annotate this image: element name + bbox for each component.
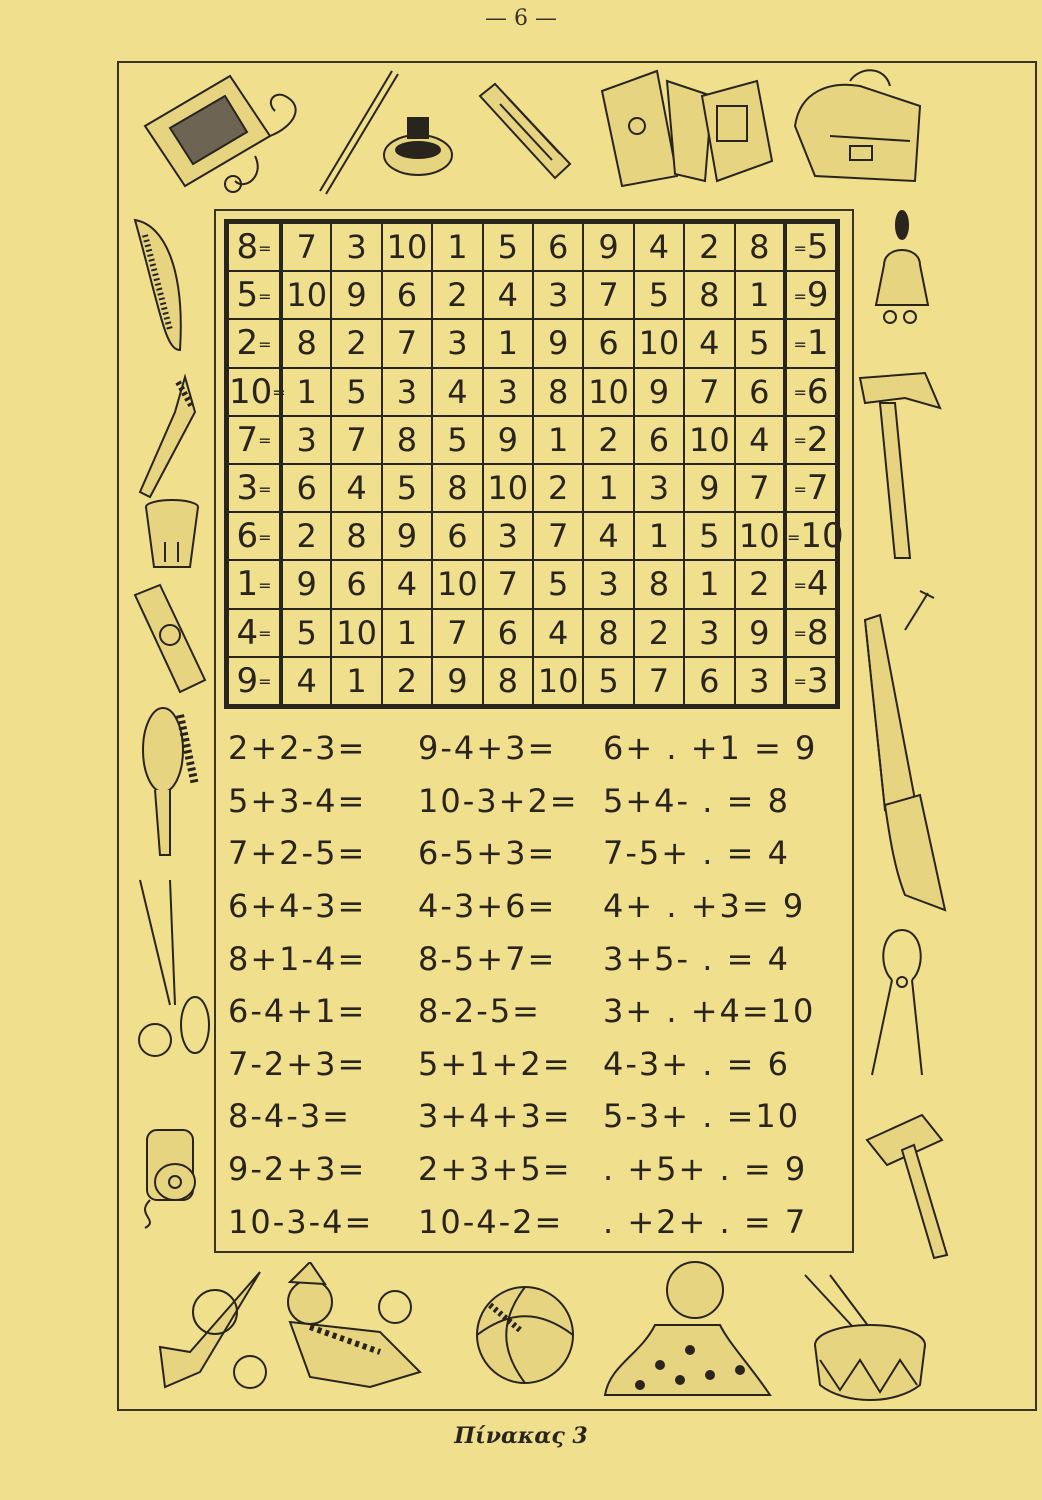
grid-row-target-left: 8 = [228,223,281,271]
grid-row-target-right: = 9 [785,271,836,319]
grid-cell: 1 [483,319,533,367]
grid-cell: 8 [432,464,482,512]
exercise-item: 4-3+6= [418,887,557,926]
grid-row [228,223,836,271]
scissors-icon [130,875,215,1070]
grid-cell: 4 [331,464,381,512]
doll-icon [600,1255,775,1405]
clown-doll-icon [230,1262,430,1402]
grid-cell: 10 [432,560,482,608]
exercise-row [228,1090,838,1143]
grid-cell: 2 [382,657,432,705]
grid-cell: 7 [583,271,633,319]
grid-cell: 10 [331,609,381,657]
grid-cell: 10 [533,657,583,705]
grid-cell: 5 [684,512,734,560]
grid-cell: 7 [331,416,381,464]
ball-icon [470,1280,580,1390]
grid-cell: 6 [382,271,432,319]
toothpaste-icon [130,580,210,695]
grid-cell: 3 [483,512,533,560]
grid-cell: 4 [432,368,482,416]
grid-cell: 7 [483,560,533,608]
page-number: — 6 — [485,6,557,31]
grid-row-target-right: = 10 [785,512,836,560]
exercise-row [228,932,838,985]
grid-row [228,368,836,416]
grid-row-target-right: = 4 [785,560,836,608]
grid-cell: 5 [634,271,684,319]
grid-cell: 3 [533,271,583,319]
grid-cell: 8 [281,319,331,367]
grid-cell: 8 [735,223,785,271]
exercise-item: 8+1-4= [228,939,367,978]
exercise-row [228,1195,838,1248]
grid-cell: 6 [331,560,381,608]
exercise-row [228,827,838,880]
exercise-item: 6-4+1= [228,992,367,1031]
exercise-item: . +2+ . = 7 [603,1202,808,1241]
grid-cell: 3 [331,223,381,271]
exercise-item: 7-2+3= [228,1044,367,1083]
grid-row [228,560,836,608]
grid-cell: 5 [533,560,583,608]
exercise-item: 8-5+7= [418,939,557,978]
grid-row-target-right: = 2 [785,416,836,464]
exercise-item: 4+ . +3= 9 [603,887,806,926]
grid-cell: 2 [331,319,381,367]
exercise-item: 2+3+5= [418,1150,572,1189]
grid-cell: 10 [634,319,684,367]
grid-cell: 8 [533,368,583,416]
inkwell-icon [378,100,458,180]
grid-cell: 6 [583,319,633,367]
grid-cell: 1 [281,368,331,416]
exercise-item: 6+4-3= [228,887,367,926]
exercise-item: 8-4-3= [228,1097,351,1136]
exercise-item: 8-2-5= [418,992,541,1031]
exercise-item: 2+2-3= [228,729,367,768]
grid-cell: 4 [281,657,331,705]
grid-row-target-right: = 7 [785,464,836,512]
exercise-item: 5+3-4= [228,781,367,820]
exercise-item: 3+4+3= [418,1097,572,1136]
exercise-row [228,985,838,1038]
grid-cell: 8 [583,609,633,657]
grid-cell: 7 [382,319,432,367]
grid-cell: 10 [382,223,432,271]
toothbrush-icon [130,372,200,502]
grid-cell: 4 [583,512,633,560]
grid-cell: 1 [432,223,482,271]
school-bag-icon [790,66,930,191]
grid-cell: 3 [583,560,633,608]
saw-icon [860,610,950,915]
number-grid-table [227,222,844,706]
grid-cell: 2 [735,560,785,608]
drum-icon [795,1270,945,1405]
grid-cell: 7 [735,464,785,512]
grid-cell: 7 [684,368,734,416]
grid-cell: 9 [634,368,684,416]
exercise-row [228,775,838,828]
cup-icon [140,497,205,572]
grid-cell: 4 [735,416,785,464]
grid-cell: 1 [735,271,785,319]
grid-cell: 6 [533,223,583,271]
grid-cell: 1 [382,609,432,657]
exercise-item: 9-4+3= [418,729,557,768]
clock-icon [135,66,305,196]
grid-cell: 3 [281,416,331,464]
exercise-item: 10-4-2= [418,1202,564,1241]
grid-row-target-left: 7 = [228,416,281,464]
grid-cell: 10 [583,368,633,416]
grid-cell: 3 [634,464,684,512]
grid-cell: 7 [533,512,583,560]
grid-cell: 5 [382,464,432,512]
exercise-row [228,1143,838,1196]
grid-cell: 9 [533,319,583,367]
grid-cell: 8 [634,560,684,608]
exercise-item: 5+4- . = 8 [603,781,790,820]
exercise-list [228,722,838,1248]
grid-cell: 1 [533,416,583,464]
grid-cell: 3 [382,368,432,416]
exercise-item: 7+2-5= [228,834,367,873]
grid-row-target-left: 10 = [228,368,281,416]
grid-row [228,464,836,512]
exercise-item: 4-3+ . = 6 [603,1044,790,1083]
grid-cell: 2 [684,223,734,271]
number-grid [224,219,844,709]
grid-cell: 3 [735,657,785,705]
grid-cell: 4 [684,319,734,367]
grid-cell: 6 [684,657,734,705]
hairbrush-icon [135,700,205,860]
grid-cell: 8 [684,271,734,319]
grid-row [228,512,836,560]
grid-cell: 2 [281,512,331,560]
grid-cell: 9 [583,223,633,271]
grid-cell: 9 [432,657,482,705]
grid-cell: 10 [684,416,734,464]
grid-row-target-left: 6 = [228,512,281,560]
grid-row-target-left: 4 = [228,609,281,657]
books-icon [597,66,777,191]
grid-cell: 5 [735,319,785,367]
exercise-item: 6-5+3= [418,834,557,873]
grid-cell: 2 [432,271,482,319]
exercise-item: 3+ . +4=10 [603,992,816,1031]
grid-cell: 4 [634,223,684,271]
grid-row-target-right: = 8 [785,609,836,657]
grid-cell: 9 [331,271,381,319]
grid-row [228,657,836,705]
grid-row [228,416,836,464]
grid-cell: 6 [735,368,785,416]
grid-cell: 7 [432,609,482,657]
exercise-item: 10-3+2= [418,781,579,820]
grid-cell: 5 [483,223,533,271]
bell-icon [870,205,935,330]
grid-cell: 8 [382,416,432,464]
grid-cell: 7 [634,657,684,705]
grid-cell: 3 [684,609,734,657]
grid-cell: 8 [483,657,533,705]
grid-cell: 5 [432,416,482,464]
exercise-item: 5+1+2= [418,1044,572,1083]
pliers-icon [862,920,942,1080]
grid-cell: 4 [483,271,533,319]
exercise-item: 6+ . +1 = 9 [603,729,818,768]
exercise-row [228,1038,838,1091]
exercise-row [228,880,838,933]
exercise-row [228,722,838,775]
comb-icon [125,210,195,360]
exercise-item: 5-3+ . =10 [603,1097,801,1136]
grid-row-target-right: = 1 [785,319,836,367]
grid-cell: 5 [281,609,331,657]
grid-cell: 7 [281,223,331,271]
grid-cell: 6 [483,609,533,657]
grid-cell: 10 [483,464,533,512]
grid-row-target-right: = 3 [785,657,836,705]
grid-row-target-left: 2 = [228,319,281,367]
grid-cell: 9 [382,512,432,560]
grid-cell: 1 [583,464,633,512]
grid-row [228,609,836,657]
grid-cell: 1 [634,512,684,560]
grid-cell: 2 [634,609,684,657]
grid-cell: 5 [583,657,633,705]
grid-cell: 6 [634,416,684,464]
grid-cell: 4 [533,609,583,657]
exercise-item: 10-3-4= [228,1202,374,1241]
grid-cell: 9 [684,464,734,512]
grid-row [228,271,836,319]
grid-row-target-right: = 6 [785,368,836,416]
grid-row-target-left: 3 = [228,464,281,512]
thread-spool-icon [135,1120,205,1230]
grid-cell: 1 [331,657,381,705]
grid-cell: 2 [583,416,633,464]
exercise-item: 3+5- . = 4 [603,939,790,978]
grid-cell: 2 [533,464,583,512]
pencil-case-icon [470,76,580,186]
grid-cell: 10 [735,512,785,560]
grid-cell: 1 [684,560,734,608]
grid-cell: 8 [331,512,381,560]
grid-row-target-left: 9 = [228,657,281,705]
grid-cell: 5 [331,368,381,416]
mallet-icon [862,1110,952,1260]
grid-cell: 10 [281,271,331,319]
exercise-item: 9-2+3= [228,1150,367,1189]
grid-cell: 6 [281,464,331,512]
hammer-icon [855,368,945,563]
grid-cell: 9 [483,416,533,464]
grid-row [228,319,836,367]
grid-cell: 9 [735,609,785,657]
table-caption: Πίνακας 3 [454,1423,588,1449]
grid-cell: 6 [432,512,482,560]
grid-row-target-left: 1 = [228,560,281,608]
grid-cell: 3 [432,319,482,367]
exercise-item: . +5+ . = 9 [603,1150,808,1189]
grid-cell: 3 [483,368,533,416]
grid-cell: 4 [382,560,432,608]
grid-row-target-right: = 5 [785,223,836,271]
exercise-item: 7-5+ . = 4 [603,834,790,873]
grid-row-target-left: 5 = [228,271,281,319]
grid-cell: 9 [281,560,331,608]
